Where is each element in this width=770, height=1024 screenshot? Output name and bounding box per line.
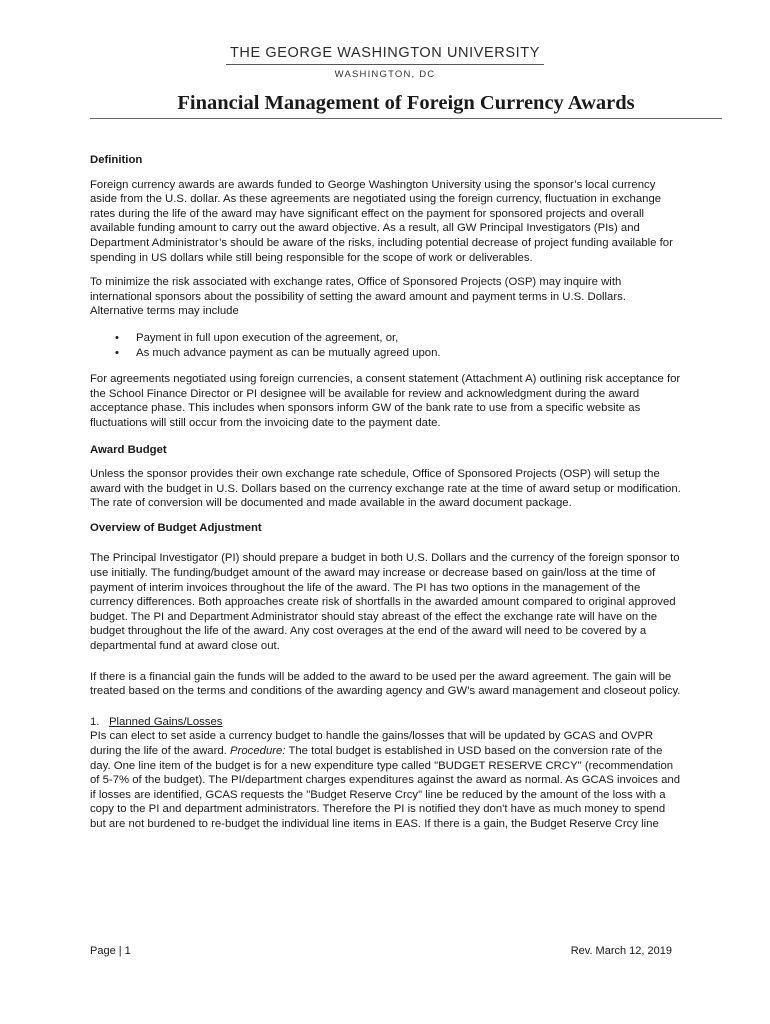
document-title: Financial Management of Foreign Currency Awards [90,92,722,119]
list-item: • Payment in full upon execution of the agreement, or, [90,331,682,346]
overview-heading: Overview of Budget Adjustment [90,521,262,534]
item-text-part-b: The total budget is established in USD based on the conversion rate of the day. One line item of the budget is for a new expenditure type called "BUDGET RESERVE CRCY" (recommendation of 5-7% of the budget). The PI/department charges expenditures against the award as normal. As GCAS invoices and if losses are identified, GCAS requests the "Budget Reserve Crcy" line be reduced by the amount of the loss with a copy to the PI and department administrators. Therefore the PI is notified they don't have as much money to spend but are not burdened to re-budget the individual line items in EAS. If there is a gain, the Budget Reserve Crcy line [90,745,681,830]
definition-heading: Definition [90,154,143,166]
item-title: Planned Gains/Losses [108,715,223,728]
award-budget-paragraph: Unless the sponsor provides their own exchange rate schedule, Office of Sponsored Projects (OSP) will setup the award with the budget in U.S. Dollars based on the currency exchange rate at the time of award setup or modification. The rate of conversion will be documented and made available in the award document package. [90,468,681,510]
item-text-part-a: PIs can elect to set aside a currency budget to handle the gains/losses that will be updated by GCAS and OVPR during the life of the award. [90,730,654,757]
university-name: THE GEORGE WASHINGTON UNIVERSITY [226,45,544,65]
definition-paragraph-3: For agreements negotiated using foreign currencies, a consent statement (Attachment A) outlining risk acceptance for the School Finance Director or PI designee will be available for review and acknowledgment during the award acceptance phase. This includes when sponsors inform GW of the bank rate to use from a specific website as fluctuations will still occur from the invoicing date to the payment date. [90,373,681,429]
definition-paragraph-2: To minimize the risk associated with exchange rates, Office of Sponsored Projects (OSP) may inquire with international sponsors about the possibility of setting the award amount and payment terms in U.S. Dollars. Alternative terms may include [90,276,626,318]
procedure-label: Procedure: [230,745,286,757]
overview-paragraph-2: If there is a financial gain the funds will be added to the award to be used per the award agreement. The gain will be treated based on the terms and conditions of the awarding agency and GW’s award management and closeout policy. [90,670,681,698]
revision-date: Rev. March 12, 2019 [570,945,672,957]
item-number: 1. [90,715,100,728]
university-location: WASHINGTON, DC [334,69,436,80]
planned-gains-losses-heading [90,715,682,730]
planned-gains-losses-paragraph [90,729,682,831]
award-budget-heading: Award Budget [90,443,167,456]
alternative-terms-list [90,331,682,360]
document-body [90,153,682,832]
list-item: • As much advance payment as can be mutually agreed upon. [90,346,682,361]
definition-paragraph-1: Foreign currency awards are awards funded to George Washington University using the sponsor’s local currency aside from the U.S. dollar. As these agreements are negotiated using the foreign currency, fluctuation in exchange rates during the life of the award may have significant effect on the payment for sponsored projects and overall available funding amount to carry out the award objective. As a result, all GW Principal Investigators (PIs) and Department Administrator’s should be aware of the risks, including potential decrease of project funding available for spending in US dollars while still being responsible for the scope of work or deliverables. [90,178,673,264]
overview-paragraph-1: The Principal Investigator (PI) should prepare a budget in both U.S. Dollars and the currency of the foreign sponsor to use initially. The funding/budget amount of the award may increase or decrease based on gain/loss at the time of payment of interim invoices throughout the life of the award. The PI has two options in the management of the currency differences. Both approaches create risk of shortfalls in the awarded amount compared to original approved budget. The PI and Department Administrator should stay abreast of the effect the exchange rate will have on the budget throughout the life of the award. Any cost overages at the end of the award will need to be covered by a departmental fund at award close out. [90,552,680,653]
page-number: Page | 1 [90,945,131,957]
letterhead [0,44,770,80]
